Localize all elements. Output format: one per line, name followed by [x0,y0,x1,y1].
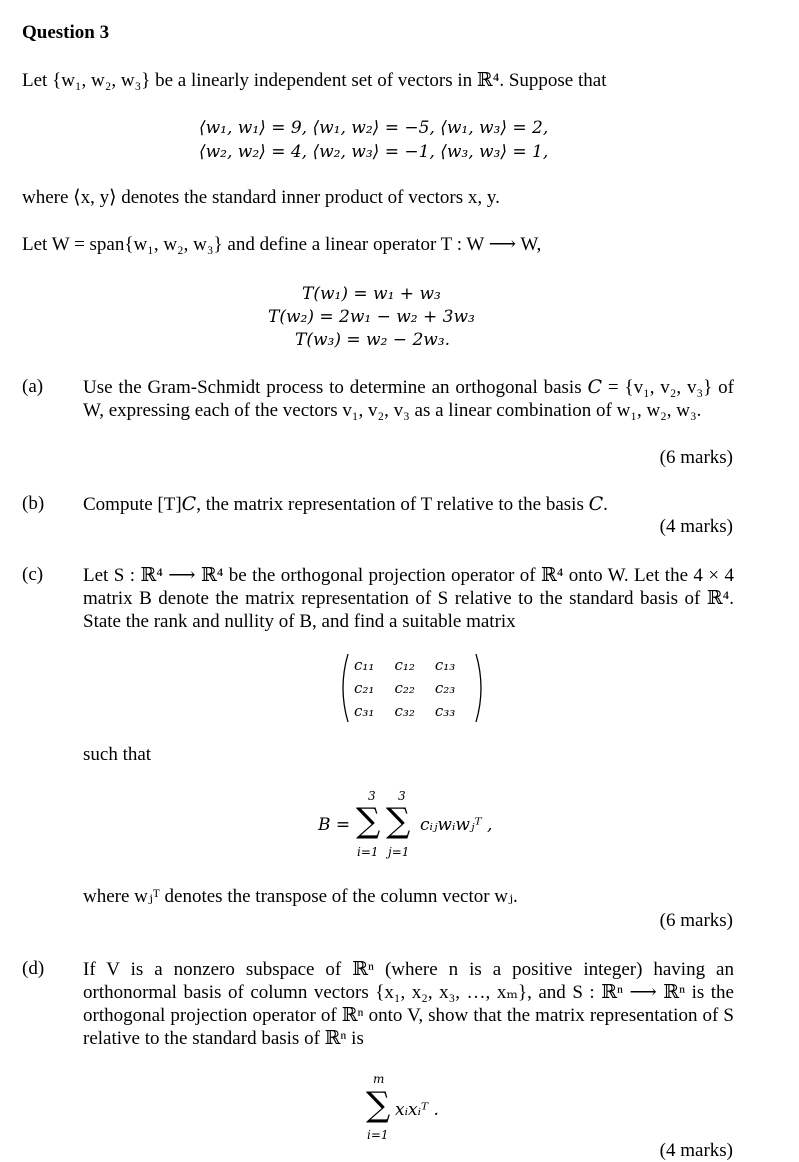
part-d-text: If V is a nonzero subspace of ℝⁿ (where n is a positive integer) having an orthonormal basis of column vectors {x₁, x₂, x₃, …, xₘ}, and S : ℝⁿ ⟶ ℝⁿ is the orthogonal projection operator of ℝⁿ onto V, show that the matrix representation of S relative to the standard basis of ℝⁿ is [83,959,734,1049]
part-b-label: (b) [22,493,45,514]
part-a-text: Use the Gram-Schmidt process to determine an orthogonal basis 𝐶 = {v₁, v₂, v₃} of W, expressing each of the vectors v₁, v₂, v₃ as a linear combination of w₁, w₂, w₃. [83,377,734,421]
t-w3-equation: T(w₃) = w₂ − 2w₃. [295,330,451,350]
formula-lhs: B = [318,815,351,835]
part-c-text: Let S : ℝ⁴ ⟶ ℝ⁴ be the orthogonal projection operator of ℝ⁴ onto W. Let the 4 × 4 matrix B denote the matrix representation of S relative to the standard basis of ℝ⁴. State the rank and nullity of B, and find a suitable matrix [83,565,734,632]
sum-j-upper: 3 [398,789,406,803]
inner-products-line-2: ⟨w₂, w₂⟩ = 4, ⟨w₂, w₃⟩ = −1, ⟨w₃, w₃⟩ = 1, [199,142,549,162]
sum-i-lower: i=1 [357,845,379,859]
sum-i-upper: 3 [368,789,376,803]
part-a-marks: (6 marks) [659,447,733,468]
part-d-marks: (4 marks) [659,1140,733,1161]
part-b-text: Compute [T]𝐶, the matrix representation of T relative to the basis 𝐶. [83,494,608,515]
matrix-cell: c₃₃ [434,701,456,720]
such-that-text: such that [83,744,152,765]
transpose-note: where wⱼᵀ denotes the transpose of the column vector wⱼ. [83,886,518,907]
t-w2-equation: T(w₂) = 2w₁ − w₂ + 3w₃ [268,307,475,327]
matrix-cell: c₃₁ [354,701,375,720]
sigma-i-symbol: ∑ [356,801,381,841]
part-c-label: (c) [22,564,44,585]
matrix-cell: c₁₃ [434,655,456,674]
matrix-cell: c₁₁ [354,655,375,674]
part-a-label: (a) [22,376,44,397]
part-b-marks: (4 marks) [659,516,733,537]
inner-product-definition: where ⟨x, y⟩ denotes the standard inner product of vectors x, y. [22,187,500,208]
matrix-cell: c₂₃ [434,678,456,697]
part-d-label: (d) [22,958,45,979]
matrix-cell: c₂₂ [394,678,415,697]
t-w1-equation: T(w₁) = w₁ + w₃ [302,284,441,304]
sum-lower-i: i=1 [367,1128,389,1142]
matrix-cell: c₃₂ [394,701,415,720]
question-title: Question 3 [22,22,110,43]
matrix-cell: c₁₂ [394,655,415,674]
single-sum-body: xᵢxᵢᵀ . [395,1100,439,1120]
intro-text: Let {w₁, w₂, w₃} be a linearly independent set of vectors in ℝ⁴. Suppose that [22,70,607,91]
matrix-cell: c₂₁ [354,678,375,697]
sum-j-lower: j=1 [388,845,410,859]
matrix-row [344,653,465,676]
matrix-grid [344,653,465,722]
double-sum-body: cᵢⱼwᵢwⱼᵀ , [420,815,493,835]
sigma-j-symbol: ∑ [386,801,411,841]
matrix-row [344,699,465,722]
sigma-symbol: ∑ [366,1085,391,1125]
operator-definition: Let W = span{w₁, w₂, w₃} and define a linear operator T : W ⟶ W, [22,234,542,255]
inner-products-line-1: ⟨w₁, w₁⟩ = 9, ⟨w₁, w₂⟩ = −5, ⟨w₁, w₃⟩ = 2, [199,118,549,138]
part-c-marks: (6 marks) [659,910,733,931]
sum-upper-m: m [373,1072,385,1086]
matrix-row [344,676,465,699]
